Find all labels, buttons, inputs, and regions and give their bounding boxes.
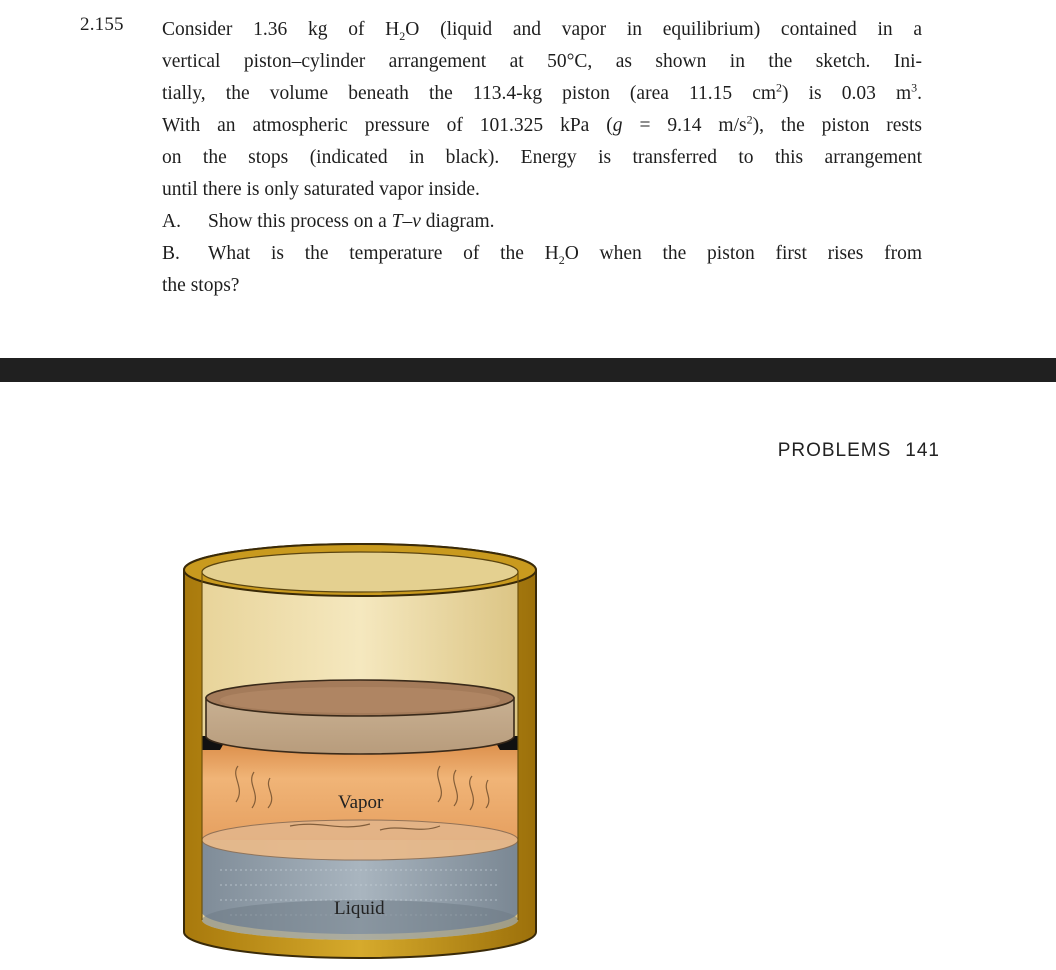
liquid-label: Liquid — [334, 898, 385, 919]
text-fragment: Show this process on a — [208, 211, 392, 232]
running-head — [778, 440, 940, 462]
problem-line-3 — [162, 78, 922, 110]
text-fragment: What is the temperature of the H — [208, 243, 559, 264]
problem-line-5: on the stops (indicated in black). Energy is transferred to this arrangement — [162, 147, 922, 168]
text-fragment: O (liquid and vapor in equilibrium) contained in a — [405, 19, 922, 40]
part-b-letter: B. — [162, 243, 180, 264]
subscript: 2 — [558, 252, 565, 267]
text-fragment: – — [402, 211, 413, 232]
part-a-text — [208, 206, 495, 238]
text-fragment: ), the piston rests — [752, 115, 923, 136]
piston-top-highlight — [220, 687, 500, 713]
text-fragment: diagram. — [420, 211, 495, 232]
text-fragment: tially, the volume beneath the 113.4-kg piston (area 11.15 cm — [162, 83, 777, 104]
volume-symbol: v — [412, 211, 421, 232]
subscript: 2 — [399, 28, 406, 43]
vapor-label: Vapor — [338, 792, 384, 813]
text-fragment: O when the piston first rises from — [564, 243, 922, 264]
temperature-symbol: T — [391, 211, 403, 232]
cylinder-opening — [202, 552, 518, 592]
running-head-label: PROBLEMS — [777, 440, 892, 461]
page-divider — [0, 358, 1056, 382]
text-fragment: Consider 1.36 kg of H — [162, 19, 400, 40]
problem-statement — [162, 14, 922, 302]
piston-cylinder-figure — [170, 540, 550, 960]
part-a-letter: A. — [162, 211, 181, 232]
superscript: 2 — [746, 112, 753, 127]
text-fragment: With an atmospheric pressure of 101.325 kPa ( — [162, 115, 613, 136]
gravity-symbol: g — [612, 115, 623, 136]
text-fragment: . — [917, 83, 922, 104]
problem-line-2: vertical piston–cylinder arrangement at 50°C, as shown in the sketch. Ini- — [162, 51, 922, 72]
text-fragment: = 9.14 m/s — [622, 115, 747, 136]
superscript: 2 — [776, 80, 783, 95]
part-b-text — [208, 238, 922, 270]
text-fragment: ) is 0.03 m — [782, 83, 912, 104]
page-number: 141 — [905, 440, 940, 461]
part-a — [162, 206, 922, 238]
part-b-line-2: the stops? — [162, 275, 240, 296]
superscript: 3 — [911, 80, 918, 95]
problem-line-4 — [162, 110, 922, 142]
problem-number: 2.155 — [80, 14, 124, 35]
problem-line-6: until there is only saturated vapor inside. — [162, 179, 480, 200]
part-b — [162, 238, 922, 270]
problem-line-1 — [162, 14, 922, 46]
